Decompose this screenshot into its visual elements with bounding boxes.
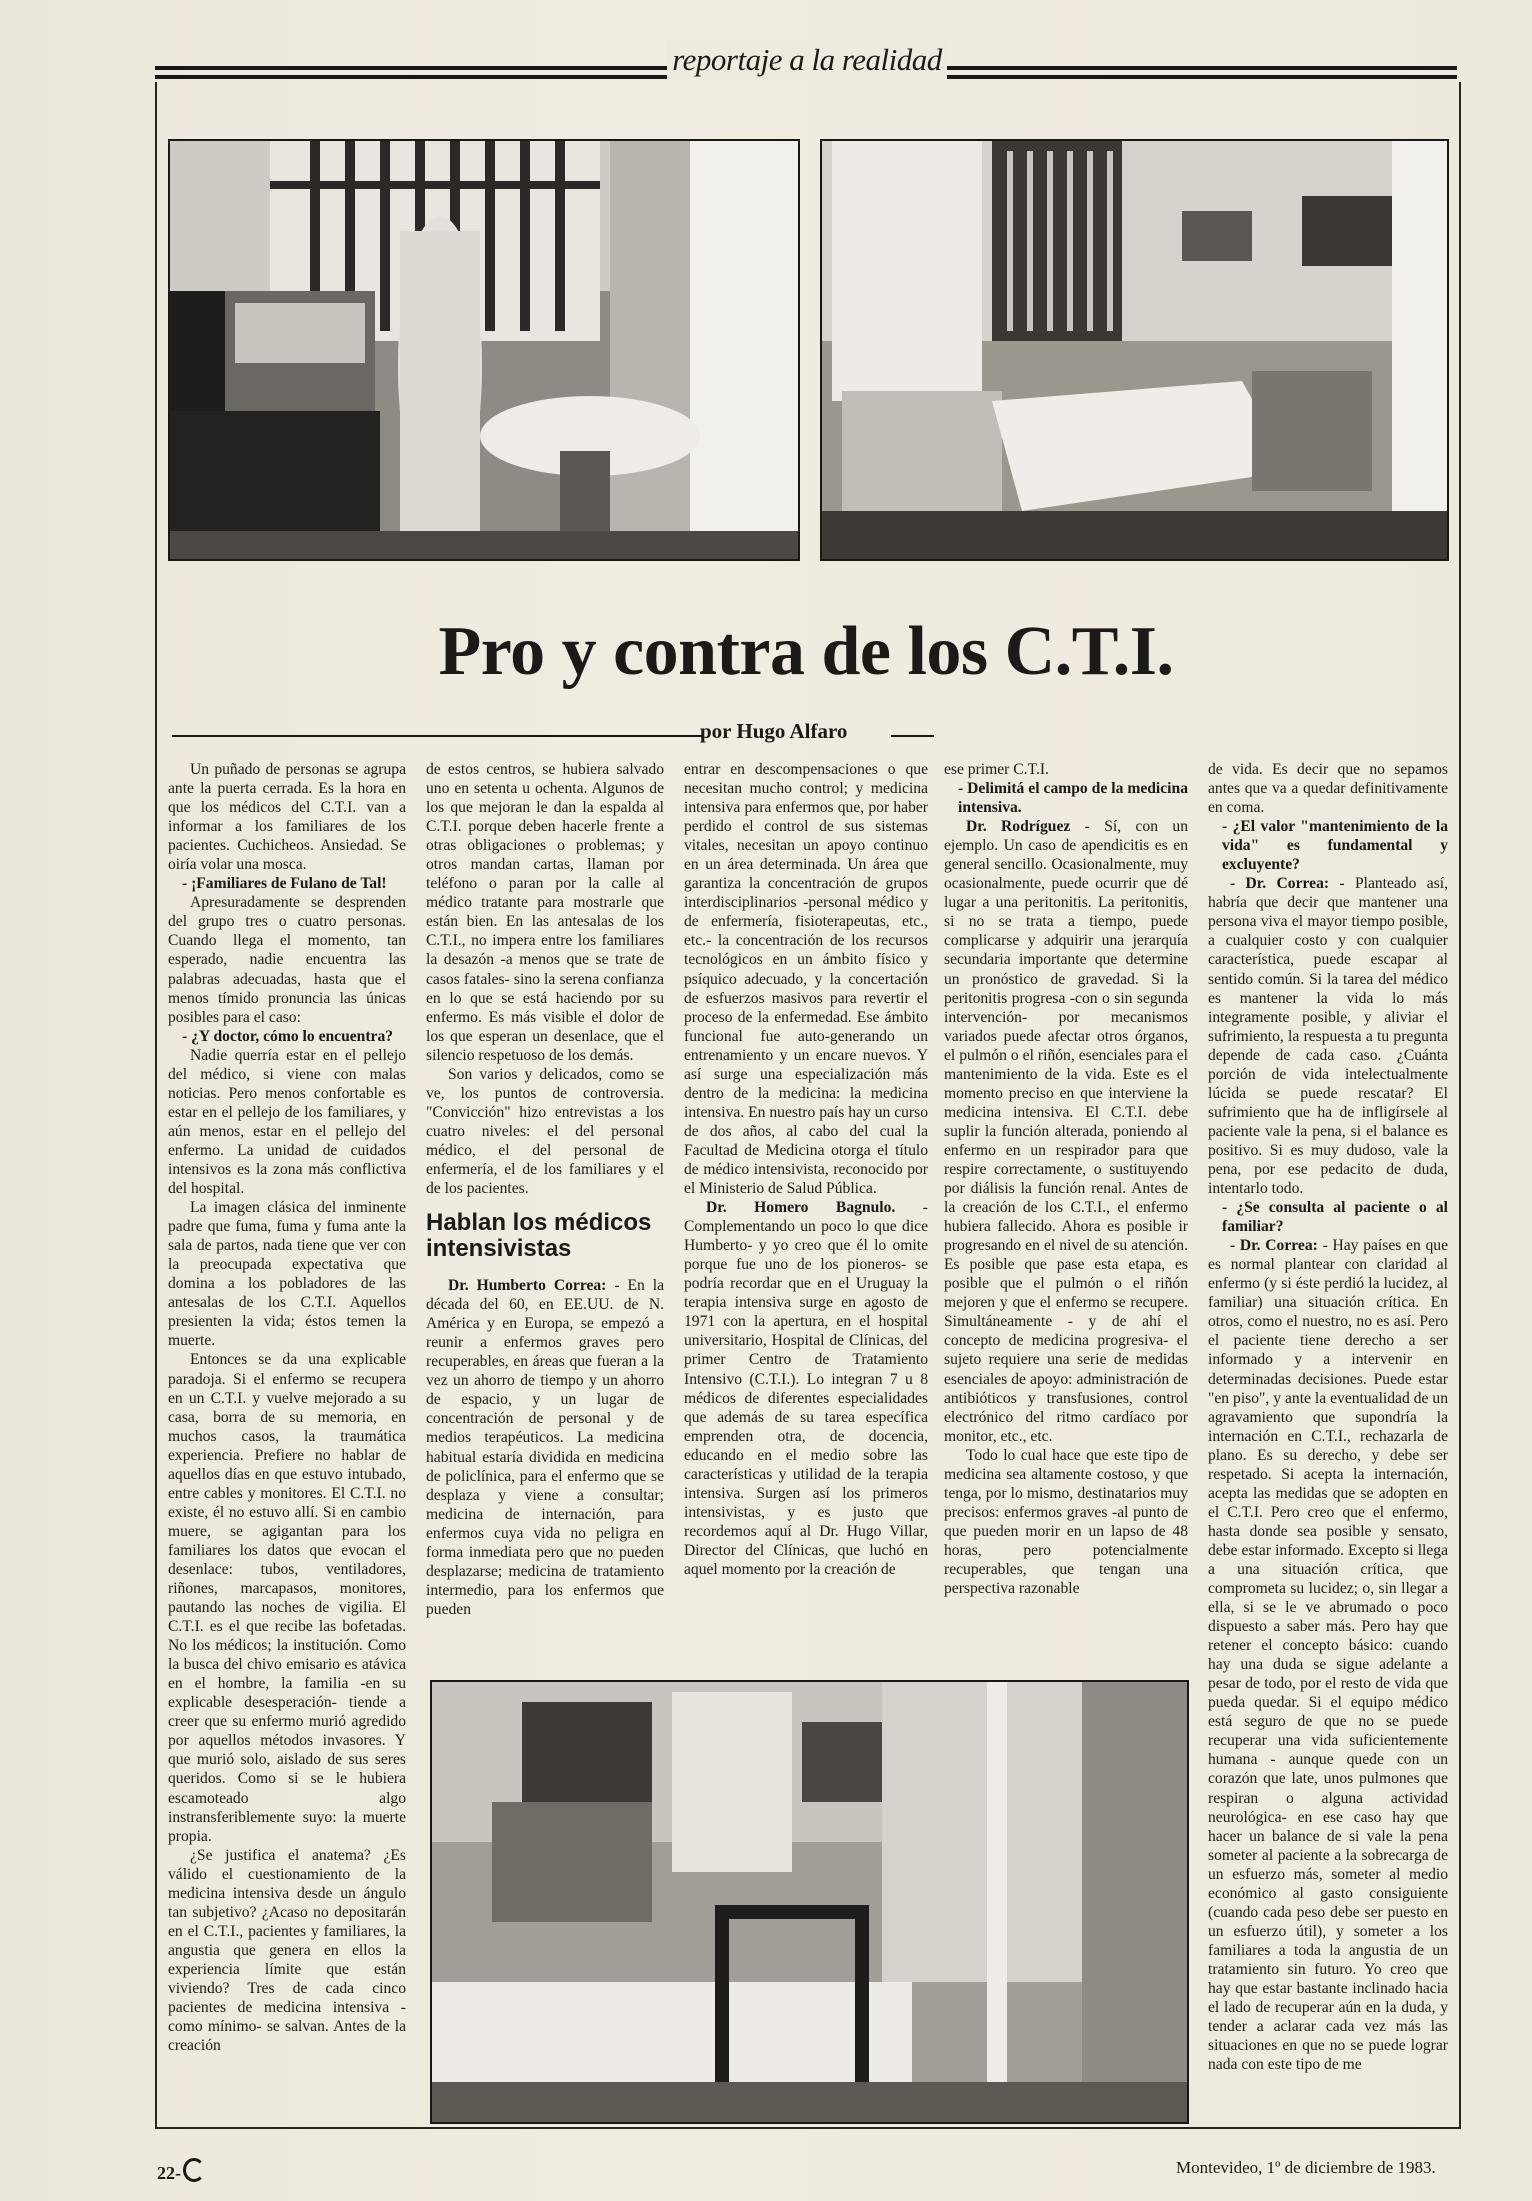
footer-date: Montevideo, 1º de diciembre de 1983. bbox=[1176, 2158, 1436, 2177]
paragraph: Son varios y delicados, como se ve, los puntos de controversia. "Convicción" hizo entrevistas a los cuatro niveles: el del personal médico, el del personal de enfermería, el de los familiares y el de los pacientes. bbox=[426, 1065, 664, 1198]
magazine-logo-icon bbox=[183, 2158, 205, 2182]
interview-paragraph bbox=[1208, 874, 1448, 1198]
question: - ¿Y doctor, cómo lo encuentra? bbox=[182, 1027, 394, 1045]
column-2 bbox=[426, 760, 664, 1655]
interview-paragraph bbox=[684, 1198, 928, 1579]
section-label: reportaje a la realidad bbox=[667, 40, 947, 80]
paragraph: Todo lo cual hace que este tipo de medicina sea altamente costoso, y que tenga, por lo mismo, destinatarios muy precisos: enfermos graves -al punto de que pueden morir en un lapso de 48 horas, pero potencialmente recuperables, que tengan una perspectiva razonable bbox=[944, 1446, 1188, 1598]
column-5 bbox=[1208, 760, 1448, 2125]
interview-paragraph bbox=[1208, 1236, 1448, 2074]
paragraph: entrar en descompensaciones o que necesitan mucho control; y medicina intensiva para enfermos que, por haber perdido el control de sus sistemas vitales, necesitan un apoyo continuo en un área determinada. Un área que garantiza la concentración de grupos interdisciplinarios -personal médico y de enfermería, fisioterapeutas, etc., etc.- la concentración de los recursos tecnológicos en un ámbito físico y psíquico adecuado, y la concertación de esfuerzos masivos para revertir el proceso de la enfermedad. Ese ámbito funcional fue auto-generando un entrenamiento y un encare nuevos. Y así surge una especialización más dentro de la medicina: la medicina intensiva. En nuestro país hay un curso de dos años, al cabo del cual la Facultad de Medicina otorga el título de médico intensivista, reconocido por el Ministerio de Salud Pública. bbox=[684, 761, 928, 1198]
byline-rule-end bbox=[891, 735, 934, 737]
speaker-text: - Hay países en que es normal plantear con claridad al enfermo (y si éste perdió la lucidez, al familiar) una situación crítica. En otros, como el nuestro, no es así. Pero el paciente tiene derecho a ser informado y a intervenir en determinadas decisiones. Puede estar "en piso", y ante la eventualidad de un agravamiento que supondría la internación en C.T.I., rechazarla de plano. Es su derecho, y debe ser respetado. Si acepta la internación, acepta las medidas que se adopten en el C.T.I. Pero creo que el enfermo, hasta donde sea posible y sensato, debe estar informado. Excepto si llega a una situación crítica, que comprometa su lucidez; o, sin llegar a ella, si se le ve abrumado o poco dispuesto a saber más. Pero hay que retener el concepto básico: cuando hay una duda se sigue adelante a pesar de todo, por el resto de vida que pueda quedar. Si el equipo médico está seguro de que no se puede recuperar una vida suficientemente humana - aunque quede con un corazón que late, unos pulmones que respiran o alguna actividad neurológica- en ese caso hay que hacer un balance de si vale la pena someter al paciente a la sobrecarga de un esfuerzo más, someter al medio económico al gasto consiguiente (cuando cada peso debe ser puesto en un esfuerzo útil), y someter a los familiares a toda la angustia de un tratamiento sin futuro. Yo creo que hay que estar bastante inclinado hacia el lado de recuperar aún en la duda, y tender a aclarar cada vez más las situaciones en que no se puede lograr nada con este tipo de me bbox=[1208, 1237, 1449, 2074]
speaker-name: Dr. Rodríguez bbox=[966, 818, 1071, 836]
photo-cti-bed-monitors bbox=[820, 139, 1449, 561]
question: - ¿El valor "mantenimiento de la vida" es fundamental y excluyente? bbox=[1222, 818, 1448, 874]
question: - Delimitá el campo de la medicina intensiva. bbox=[958, 780, 1188, 817]
column-4 bbox=[944, 760, 1188, 1655]
paragraph: La imagen clásica del inminente padre que fuma, fuma y fuma ante la sala de partos, nada tiene que ver con la preocupada expectativa que domina a los pobladores de las antesalas de los C.T.I. Aquellos presienten la vida; éstos temen la muerte. bbox=[168, 1199, 406, 1350]
interview-paragraph bbox=[426, 1276, 664, 1619]
question: - ¡Familiares de Fulano de Tal! bbox=[182, 875, 387, 893]
byline: por Hugo Alfaro bbox=[700, 719, 848, 743]
speaker-name: - Dr. Correa: bbox=[1230, 1237, 1318, 1255]
paragraph: Entonces se da una explicable paradoja. Si el enfermo se recupera en un C.T.I. y vuelve mejorado a su casa, borra de su memoria, en muchos casos, la traumática experiencia. Prefiere no hablar de aquellos días en que estuvo intubado, entre cables y monitores. El C.T.I. no existe, él no estuvo allí. Si en cambio muere, se agigantan para los familiares los datos que evocan el desenlace: tubos, ventiladores, riñones, marcapasos, monitores, pautando las noches de vigilia. El C.T.I. es el que recibe las bofetadas. No los médicos; la institución. Como la busca del chivo emisario es atávica en el hombre, la familia -en su explicable desesperación- tiende a creer que su enfermo murió agredido por aquellos métodos invasores. Y que murió solo, aislado de sus seres queridos. Como si se le hubiera escamoteado algo instransferiblemente suyo: la muerte propia. bbox=[168, 1351, 406, 1845]
paragraph: de estos centros, se hubiera salvado uno en setenta u ochenta. Algunos de los que mejoran le dan la espalda al C.T.I. porque deben hacerle frente a otras obligaciones o problemas; y otros mandan cartas, llaman por teléfono o paran por la calle al médico tratante para mostrarle que están bien. En las antesalas de los C.T.I., no impera entre los familiares la desazón -a menos que se trate de casos fatales- sino la serena confianza en lo que se está haciendo por su enfermo. Es más visible el dolor de los que esperan un desenlace, que el silencio respetuoso de los demás. bbox=[426, 761, 664, 1064]
speaker-name: Dr. Humberto Correa: bbox=[448, 1277, 607, 1295]
paragraph: Apresuradamente se desprenden del grupo tres o cuatro personas. Cuando llega el momento, tan esperado, nadie encuentra las palabras adecuadas, hasta que el menos tímido pronuncia las únicas posibles para el caso: bbox=[168, 894, 406, 1026]
byline-rule bbox=[172, 735, 702, 737]
paragraph: de vida. Es decir que no sepamos antes que va a quedar definitivamente en coma. bbox=[1208, 761, 1448, 817]
speaker-text: - Planteado así, habría que decir que mantener una persona viva el mayor tiempo posible, a cualquier costo y con cualquier característica, puede escapar al sentido común. Si la tarea del médico es mantener la vida lo más integramente posible, y aliviar el sufrimiento, la respuesta a tu pregunta depende de cada caso. ¿Cuánta porción de vida intelectualmente lúcida se puede rescatar? El sufrimiento que ha de infligírsele al paciente vale la pena, si el balance es positivo. Si es muy dudoso, vale la pena, por ese pedacito de duda, intentarlo todo. bbox=[1208, 875, 1448, 1198]
photo-cti-washbasin bbox=[168, 139, 800, 561]
speaker-text: - Sí, con un ejemplo. Un caso de apendicitis es en general sencillo. Ocasionalmente, muy ocasionalmente, puede ocurrir que dé lugar a una peritonitis. La peritonitis, si no se trata a tiempo, puede complicarse y adquirir una jerarquía secundaria importante que determine un pronóstico de gravedad. Si la peritonitis progresa -con o sin segunda intervención- por mecanismos variados puede afectar otros órganos, el pulmón o el riñón, esenciales para el mantenimiento de la vida. Este es el momento preciso en que interviene la medicina intensiva. El C.T.I. debe suplir la función alterada, poniendo al enfermo en un respirador para que respire correctamente, o sustituyendo por diálisis la función renal. Antes de la creación de los C.T.I., el enfermo hubiera fallecido. Ahora es posible ir progresando en el nivel de su atención. Es posible que pase esta etapa, es posible que el pulmón o el riñón mejoren y que el enfermo se recupere. Simultáneamente - y de ahí el concepto de medicina progresiva- el sujeto requiere una serie de medidas esenciales de apoyo: administración de antibióticos y transfusiones, control electrónico del ritmo cardíaco por monitor, etc., etc. bbox=[944, 818, 1188, 1445]
article-title: Pro y contra de los C.T.I. bbox=[438, 613, 1174, 690]
speaker-name: - Dr. Correa: bbox=[1230, 875, 1330, 893]
speaker-name: Dr. Homero Bagnulo. bbox=[706, 1199, 896, 1217]
page-number: 22- bbox=[157, 2158, 205, 2184]
paragraph: Un puñado de personas se agrupa ante la puerta cerrada. Es la hora en que los médicos del C.T.I. van a informar a los familiares de los pacientes. Cuchicheos. Ansiedad. Se oiría volar una mosca. bbox=[168, 761, 406, 874]
subheading: Hablan los médicos intensivistas bbox=[426, 1209, 652, 1263]
photo-cti-ward-bed bbox=[430, 1680, 1189, 2124]
speaker-text: - En la década del 60, en EE.UU. de N. América y en Europa, se empezó a reunir a enfermos graves pero recuperables, en áreas que fueran a la vez un ahorro de tiempo y un ahorro de espacio, y un lugar de concentración de personal y de medios terapéuticos. La medicina habitual estaría dividida en medicina de policlínica, para el enfermo que se desplaza y viene a consultar; medicina de internación, para enfermos cuya vida no peligra en forma inmediata pero que no pueden desplazarse; medicina de tratamiento intermedio, para los enfermos que pueden bbox=[426, 1277, 664, 1618]
interview-paragraph bbox=[944, 817, 1188, 1446]
column-3 bbox=[684, 760, 928, 1655]
speaker-text: - Complementando un poco lo que dice Humberto- y yo creo que él lo omite porque fue uno de los pioneros- se podría recordar que en el Uruguay la terapia intensiva surge en agosto de 1971 con la apertura, en el hospital universitario, Hospital de Clínicas, del primer Centro de Tratamiento Intensivo (C.T.I.). Lo integran 7 u 8 médicos de diferentes especialidades que además de su tarea específica emprenden otra, de docencia, educando en el medio sobre las características y utilidad de la terapia intensiva. Surgen así los primeros intensivistas, y es justo que recordemos aquí al Dr. Hugo Villar, Director del Clínicas, que luchó en aquel momento por la creación de bbox=[684, 1199, 928, 1578]
paragraph: Nadie querría estar en el pellejo del médico, si viene con malas noticias. Pero menos confortable es estar en el pellejo de los familiares, y aún menos, estar en el pellejo del enfermo. La unidad de cuidados intensivos es la zona más conflictiva del hospital. bbox=[168, 1046, 406, 1198]
paragraph: ¿Se justifica el anatema? ¿Es válido el cuestionamiento de la medicina intensiva desde un ángulo tan subjetivo? ¿Acaso no depositarán en el C.T.I., pacientes y familiares, la angustia que genera en ellos la experiencia límite que están viviendo? Tres de cada cinco pacientes de medicina intensiva -como mínimo- se salvan. Antes de la creación bbox=[168, 1846, 406, 2055]
paragraph: ese primer C.T.I. bbox=[944, 761, 1049, 778]
column-1 bbox=[168, 760, 406, 2125]
question: - ¿Se consulta al paciente o al familiar? bbox=[1222, 1199, 1448, 1236]
